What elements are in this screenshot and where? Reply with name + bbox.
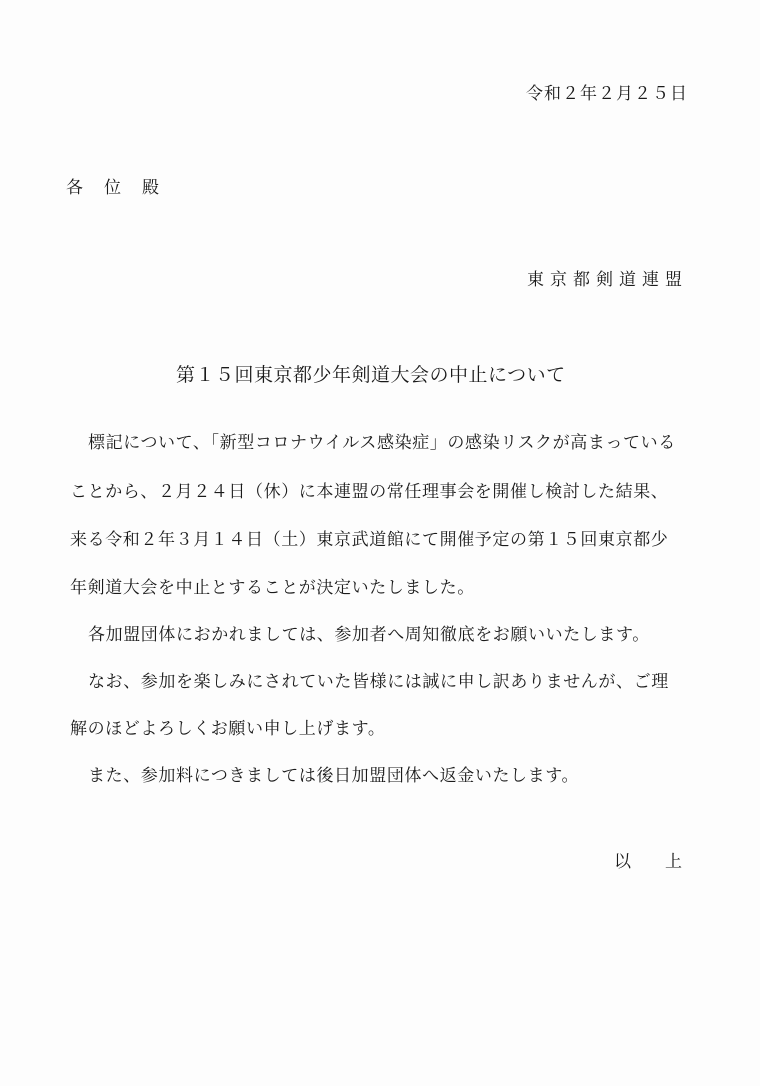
body-line: 年剣道大会を中止とすることが決定いたしました。 bbox=[70, 578, 475, 598]
closing-mark: 以上 bbox=[614, 852, 716, 872]
document-date: 令和２年２月２５日 bbox=[526, 84, 688, 104]
body-line: なお、参加を楽しみにされていた皆様には誠に申し訳ありませんが、ご理 bbox=[88, 672, 669, 692]
sender-organization: 東京都剣道連盟 bbox=[527, 270, 688, 290]
body-line: 各加盟団体におかれましては、参加者へ周知徹底をお願いいたします。 bbox=[88, 625, 650, 645]
body-line: 来る令和２年３月１４日（土）東京武道館にて開催予定の第１５回東京都少 bbox=[70, 530, 669, 550]
document-title: 第１５回東京都少年剣道大会の中止について bbox=[176, 364, 566, 386]
body-line: ことから、２月２４日（休）に本連盟の常任理事会を開催し検討した結果、 bbox=[70, 482, 669, 502]
body-line: また、参加料につきましては後日加盟団体へ返金いたします。 bbox=[88, 766, 580, 786]
body-line: 標記について、「新型コロナウイルス感染症」の感染リスクが高まっている bbox=[88, 433, 676, 453]
addressee: 各位殿 bbox=[66, 178, 180, 198]
body-line: 解のほどよろしくお願い申し上げます。 bbox=[70, 719, 386, 739]
